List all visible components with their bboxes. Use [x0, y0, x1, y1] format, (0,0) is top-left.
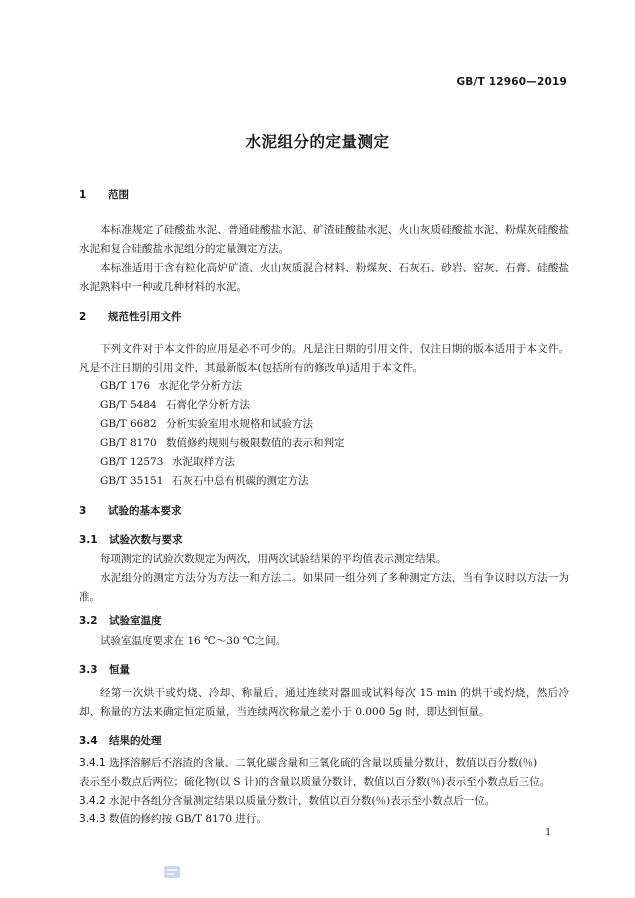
section-title: 恒量	[109, 664, 130, 676]
section-number: 2	[79, 311, 87, 323]
reference-code: GB/T 35151	[100, 475, 164, 487]
section-2-heading	[79, 309, 182, 324]
section-1-paragraph-2: 本标准适用于含有粒化高炉矿渣、火山灰质混合材料、粉煤灰、石灰石、砂岩、窑灰、石膏、硅酸盐水泥熟料中一种或几种材料的水泥。	[79, 262, 569, 293]
reference-item	[100, 397, 250, 412]
section-number: 3.3	[79, 664, 98, 676]
clause-text-line-2: 表示至小数点后两位；硫化物(以 S 计)的含量以质量分数计，数值以百分数(％)表示至小数点后三位。	[79, 776, 551, 788]
section-3-3-heading	[79, 662, 130, 677]
section-3-1-paragraph-2: 水泥组分的测定方法分为方法一和方法二。如果同一组分列了多种测定方法，当有争议时以方法一为准。	[79, 572, 569, 603]
section-3-1-paragraph-1: 每项测定的试验次数规定为两次，用两次试验结果的平均值表示测定结果。	[100, 553, 447, 565]
clause-text: 数值的修约按 GB/T 8170 进行。	[109, 813, 267, 825]
reference-name: 石膏化学分析方法	[166, 399, 250, 411]
section-1-heading	[79, 187, 129, 202]
section-title: 试验次数与要求	[109, 534, 183, 546]
reference-item	[100, 454, 235, 469]
standard-code: GB/T 12960—2019	[456, 76, 567, 88]
section-title: 结果的处理	[109, 735, 162, 747]
reference-name: 石灰石中总有机碳的测定方法	[172, 475, 309, 487]
section-2-paragraph: 下列文件对于本文件的应用是必不可少的。凡是注日期的引用文件，仅注日期的版本适用于本文件。凡是不注日期的引用文件，其最新版本(包括所有的修改单)适用于本文件。	[79, 343, 569, 374]
section-1-paragraph-1: 本标准规定了硅酸盐水泥、普通硅酸盐水泥、矿渣硅酸盐水泥、火山灰质硅酸盐水泥、粉煤灰硅酸盐水泥和复合硅酸盐水泥组分的定量测定方法。	[79, 224, 569, 255]
section-3-3-paragraph: 经第一次烘干或灼烧、冷却、称量后，通过连续对器皿或试料每次 15 min 的烘干或灼烧，然后冷却、称量的方法来确定恒定质量，当连续两次称量之差小于 0.000 5g 时，即达到恒量。	[79, 687, 569, 718]
section-number: 1	[79, 189, 87, 201]
section-title: 试验室温度	[109, 615, 162, 627]
reference-code: GB/T 8170	[100, 437, 157, 449]
page-number: 1	[545, 828, 551, 838]
section-3-1-heading	[79, 532, 183, 547]
publisher-logo-icon	[164, 866, 180, 878]
clause-number: 3.4.2	[79, 795, 106, 807]
reference-item	[100, 378, 242, 393]
section-number: 3	[79, 505, 87, 517]
reference-item	[100, 473, 309, 488]
reference-name: 数值修约规则与极限数值的表示和判定	[166, 437, 345, 449]
document-title: 水泥组分的定量测定	[245, 133, 390, 151]
section-number: 3.1	[79, 534, 98, 546]
reference-code: GB/T 5484	[100, 399, 157, 411]
section-3-heading	[79, 503, 182, 518]
clause-number: 3.4.1	[79, 757, 106, 769]
clause-3-4-2	[79, 792, 569, 811]
reference-name: 水泥化学分析方法	[158, 380, 242, 392]
section-number: 3.2	[79, 615, 98, 627]
section-3-2-paragraph: 试验室温度要求在 16 ℃～30 ℃之间。	[100, 635, 287, 647]
reference-code: GB/T 176	[100, 380, 151, 392]
clause-number: 3.4.3	[79, 813, 106, 825]
section-number: 3.4	[79, 735, 98, 747]
reference-code: GB/T 12573	[100, 456, 164, 468]
clause-text-line-1: 选择溶解后不溶渣的含量、二氧化碳含量和三氧化硫的含量以质量分数计，数值以百分数(％)	[109, 757, 538, 769]
reference-name: 水泥取样方法	[172, 456, 235, 468]
section-title: 范围	[108, 189, 129, 201]
section-title: 试验的基本要求	[108, 505, 182, 517]
reference-item	[100, 435, 345, 450]
section-3-2-heading	[79, 613, 162, 628]
reference-name: 分析实验室用水规格和试验方法	[166, 418, 313, 430]
reference-item	[100, 416, 313, 431]
clause-text: 水泥中各组分含量测定结果以质量分数计，数值以百分数(％)表示至小数点后一位。	[109, 795, 496, 807]
reference-code: GB/T 6682	[100, 418, 157, 430]
clause-3-4-3	[79, 810, 569, 829]
section-title: 规范性引用文件	[108, 311, 182, 323]
clause-3-4-1	[79, 754, 569, 792]
section-3-4-heading	[79, 733, 162, 748]
